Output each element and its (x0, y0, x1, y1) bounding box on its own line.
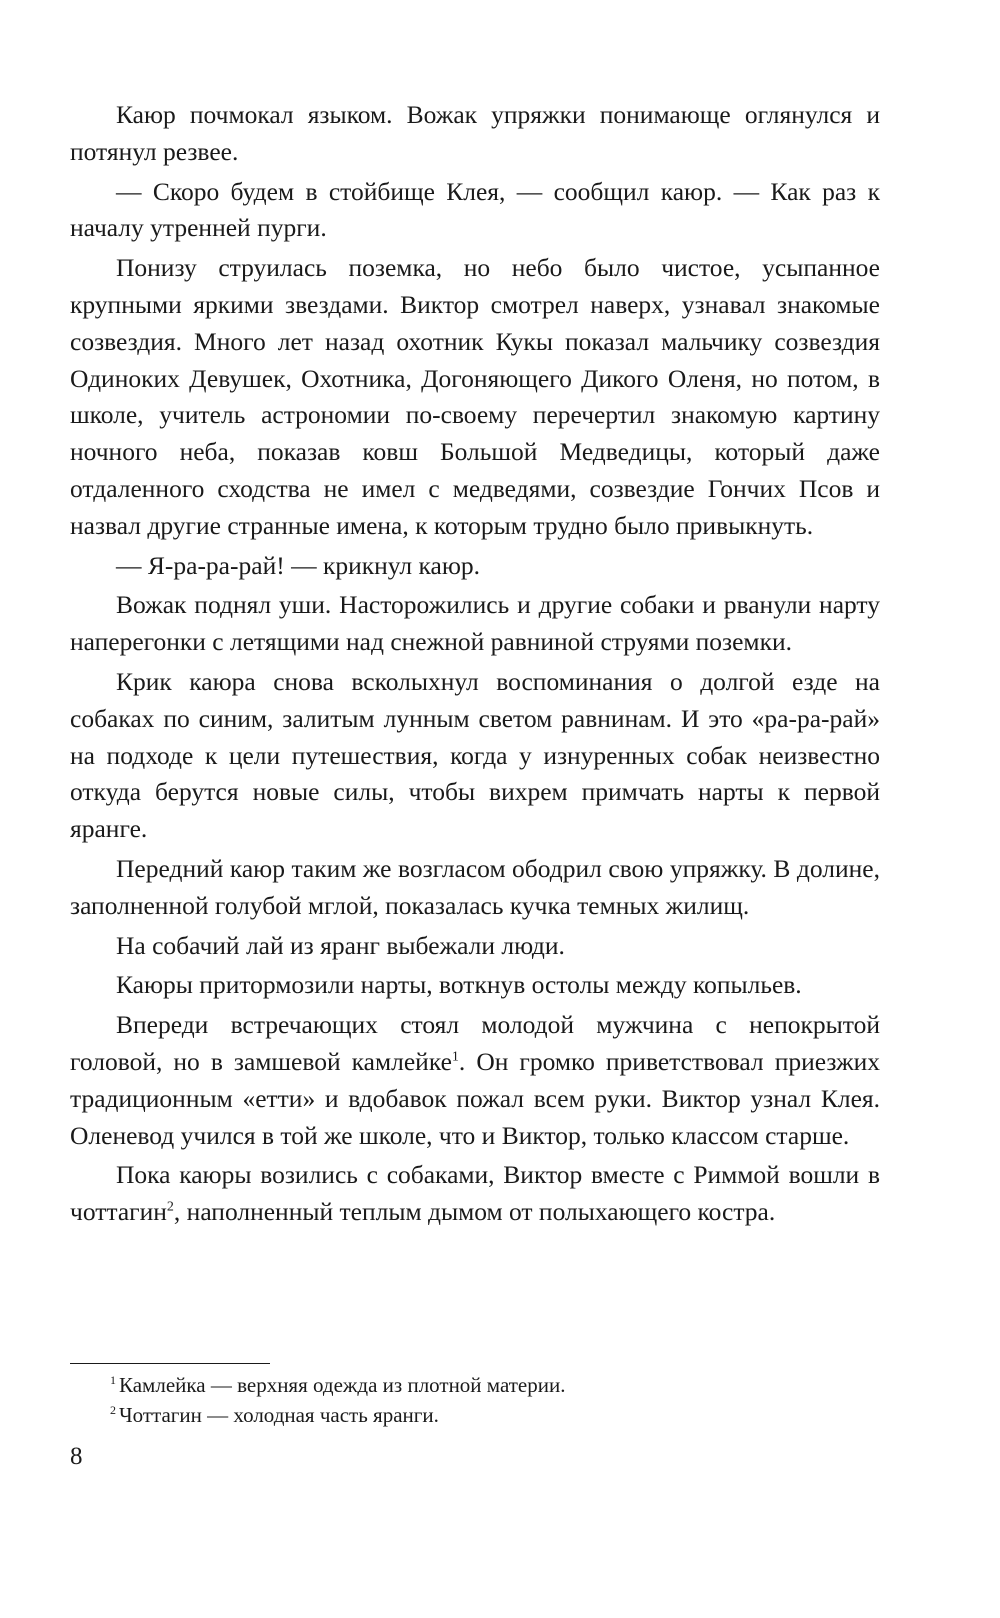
paragraph-10-before: Впереди встречающих стоял молодой мужчина с непокрытой головой, но в замшевой камлейке (70, 1010, 880, 1076)
paragraph-2: — Скоро будем в стойбище Клея, — сообщил каюр. — Как раз к началу утренней пурги. (70, 176, 880, 243)
paragraph-9: Каюры притормозили нарты, воткнув остолы между копыльев. (116, 970, 802, 1000)
footnote-text-2: Чоттагин — холодная часть яранги. (119, 1403, 439, 1427)
paragraph-11-before: Пока каюры возились с собаками, Виктор вместе с Риммой вошли в чоттагин (70, 1160, 880, 1227)
footnote-ref-2: 2 (166, 1199, 174, 1215)
footnotes (70, 1370, 880, 1430)
footnote-divider (70, 1363, 270, 1364)
paragraph-11-after: , наполненный теплым дымом от полыхающего костра. (173, 1197, 776, 1227)
paragraph-6: Крик каюра снова всколыхнул воспоминания о долгой езде на собаках по синим, залитым лунным светом равнинам. И это «ра-ра-рай» на подходе к цели путешествия, когда у изнуренных собак неизвестно откуда берутся новые силы, чтобы вихрем примчать нарты к первой яранге. (70, 666, 880, 844)
paragraph-3: Понизу струилась поземка, но небо было чистое, усыпанное крупными яркими звездами. Виктор смотрел наверх, узнавал знакомые созвездия. Много лет назад охотник Кукы показал мальчику созвездия Одиноких Девушек, Охотника, Догоняющего Дикого Оленя, но потом, в школе, учитель астрономии по-своему перечертил знакомую картину ночного неба, показав ковш Большой Медведицы, который даже отдаленного сходства не имел с медведями, созвездие Гончих Псов и назвал другие странные имена, к которым трудно было привыкнуть. (70, 253, 880, 540)
footnote-2 (70, 1400, 880, 1430)
paragraph-8: На собачий лай из яранг выбежали люди. (116, 930, 565, 960)
footnote-ref-1: 1 (451, 1049, 459, 1065)
paragraph-5: Вожак поднял уши. Насторожились и другие собаки и рванули нарту наперегонки с летящими над снежной равниной струями поземки. (70, 590, 880, 657)
paragraph-4: — Я-ра-ра-рай! — крикнул каюр. (116, 550, 480, 580)
paragraph-1: Каюр почмокал языком. Вожак упряжки понимающе оглянулся и потянул резвее. (70, 100, 880, 166)
paragraph-7: Передний каюр таким же возгласом ободрил свою упряжку. В долине, заполненной голубой мглой, показалась кучка темных жилищ. (70, 853, 880, 920)
paragraph-10-after: . Он громко приветствовал приезжих традиционным «етти» и вдобавок пожал всем руки. Виктор узнал Клея. Оленевод учился в той же школе, что и Виктор, только классом старше. (70, 1046, 880, 1150)
paragraph-10 (70, 1007, 880, 1154)
paragraph-11 (70, 1157, 880, 1231)
footnote-text-1: Камлейка — верхняя одежда из плотной материи. (119, 1373, 566, 1397)
footnote-mark-2: 2 (110, 1403, 116, 1417)
body-text (70, 97, 880, 1231)
footnote-1 (70, 1370, 880, 1400)
page-number: 8 (70, 1443, 83, 1470)
footnote-mark-1: 1 (110, 1373, 116, 1387)
